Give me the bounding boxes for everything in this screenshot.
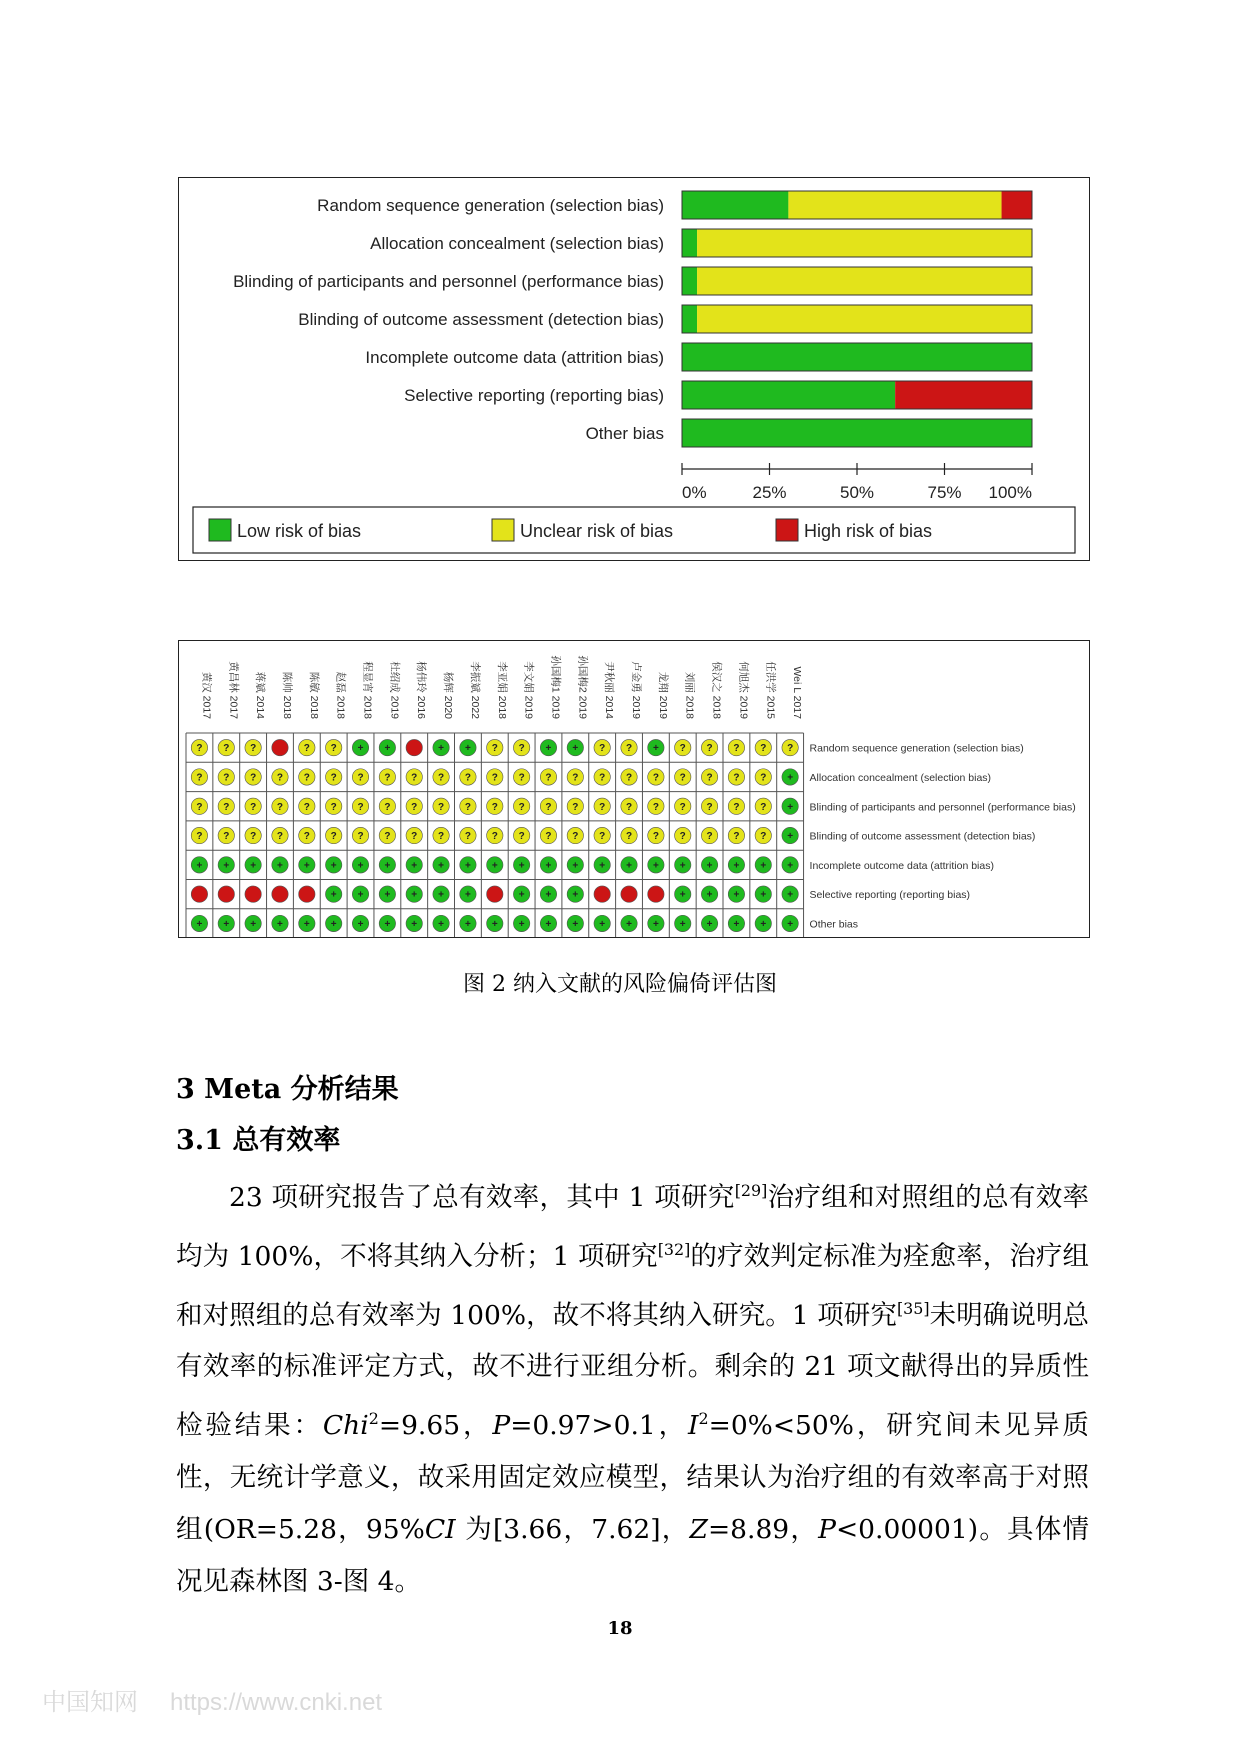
paragraph-text: 23 项研究报告了总有效率，其中 1 项研究[29]治疗组和对照组的总有效率均为 100%，不将其纳入分析；1 项研究[32]的疗效判定标准为痊愈率，治疗组和对照组的总有效率为 100%，故不将其纳入研究。1 项研究[35]未明确说明总有效率的标准评定方式，故不进行亚组分析。剩余的 21 项文献得出的异质性检验结果：Chi$^2$=9.65，P=0.97>0.1，$I^2=0\%<50\%$，研究间未见异质性，无统计学意义，故采用固定效应模型，结果认为治疗组的有效率高于对照组(OR=5.28，95%CI 为[3.66，7.62]，Z=8.89，P<0.00001)。具体情况见森林图 3-图 4。 bbox=[176, 1181, 1090, 1598]
bar-segment-low bbox=[682, 229, 697, 257]
legend-swatch bbox=[776, 519, 798, 541]
bar-segment-low bbox=[682, 267, 697, 295]
rating-symbol: + bbox=[330, 889, 337, 901]
citation-32: [32] bbox=[657, 1239, 691, 1259]
rating-symbol: + bbox=[760, 860, 767, 872]
risk-of-bias-graph-svg bbox=[179, 178, 1089, 560]
study-label: 侯汉之 2018 bbox=[710, 661, 723, 719]
rating-symbol: + bbox=[196, 860, 203, 872]
rating-symbol: + bbox=[787, 889, 794, 901]
study-label: 何旭杰 2019 bbox=[737, 661, 750, 719]
rating-symbol: + bbox=[518, 918, 525, 930]
rating-symbol: + bbox=[787, 918, 794, 930]
rating-dot bbox=[621, 886, 637, 902]
rating-symbol: ? bbox=[518, 801, 525, 813]
study-label: 孙国梅1 2019 bbox=[549, 655, 562, 719]
domain-label: Blinding of participants and personnel (performance bias) bbox=[233, 272, 664, 291]
rating-symbol: + bbox=[706, 860, 713, 872]
rating-dot bbox=[299, 886, 315, 902]
bar-segment-unclear bbox=[697, 267, 1032, 295]
rating-symbol: ? bbox=[276, 831, 284, 843]
rating-symbol: ? bbox=[411, 772, 418, 784]
rating-symbol: + bbox=[652, 860, 659, 872]
study-label: 卢金勇 2019 bbox=[630, 661, 643, 719]
rating-symbol: ? bbox=[384, 831, 391, 843]
study-label: 李亚娟 2018 bbox=[495, 661, 508, 719]
rating-symbol: + bbox=[787, 801, 794, 813]
rating-symbol: ? bbox=[464, 801, 471, 813]
rating-symbol: + bbox=[223, 918, 230, 930]
rating-symbol: ? bbox=[303, 743, 310, 755]
rating-symbol: ? bbox=[250, 801, 257, 813]
rating-symbol: ? bbox=[545, 772, 552, 784]
cnki-watermark bbox=[42, 1682, 414, 1717]
rating-symbol: ? bbox=[330, 743, 337, 755]
study-label: 陈敏 2018 bbox=[307, 671, 320, 719]
rating-symbol: ? bbox=[464, 831, 471, 843]
rating-symbol: + bbox=[465, 918, 471, 930]
subsection-title: 3.1 总有效率 bbox=[176, 1125, 341, 1156]
domain-label: Allocation concealment (selection bias) bbox=[370, 234, 664, 253]
rating-symbol: ? bbox=[652, 772, 659, 784]
rating-symbol: + bbox=[679, 889, 686, 901]
domain-label: Blinding of outcome assessment (detection bias) bbox=[298, 310, 664, 329]
rating-symbol: ? bbox=[303, 772, 310, 784]
bar-segment-high bbox=[1002, 191, 1032, 219]
citation-29: [29] bbox=[734, 1181, 768, 1200]
rating-symbol: ? bbox=[330, 831, 337, 843]
rating-symbol: + bbox=[572, 918, 579, 930]
rating-symbol: + bbox=[572, 860, 579, 872]
study-label: 陈帅 2018 bbox=[280, 671, 293, 719]
rating-symbol: + bbox=[438, 860, 444, 872]
rating-symbol: ? bbox=[599, 772, 606, 784]
rating-symbol: ? bbox=[223, 743, 230, 755]
rating-symbol: + bbox=[303, 918, 310, 930]
rating-symbol: ? bbox=[625, 743, 633, 755]
rating-symbol: + bbox=[411, 860, 418, 872]
summary-domain-label: Blinding of participants and personnel (performance bias) bbox=[809, 801, 1076, 814]
rating-symbol: ? bbox=[572, 801, 579, 813]
rating-symbol: ? bbox=[572, 772, 579, 784]
rating-symbol: ? bbox=[357, 801, 364, 813]
bar-segment-low bbox=[682, 381, 895, 409]
rating-symbol: ? bbox=[572, 831, 579, 843]
rating-symbol: + bbox=[384, 918, 391, 930]
summary-domain-label: Random sequence generation (selection bias) bbox=[809, 742, 1024, 755]
rating-symbol: + bbox=[330, 860, 337, 872]
rating-symbol: + bbox=[545, 889, 552, 901]
summary-domain-label: Other bias bbox=[809, 918, 859, 931]
rating-symbol: + bbox=[411, 918, 418, 930]
page-number: 18 bbox=[607, 1618, 633, 1639]
rating-symbol: + bbox=[599, 918, 606, 930]
rating-symbol: ? bbox=[679, 772, 686, 784]
rating-symbol: ? bbox=[491, 801, 498, 813]
rating-symbol: + bbox=[465, 860, 471, 872]
bar-segment-unclear bbox=[788, 191, 1001, 219]
rating-symbol: + bbox=[626, 860, 632, 872]
rating-symbol: + bbox=[787, 772, 794, 784]
rating-dot bbox=[245, 886, 261, 902]
rating-symbol: ? bbox=[760, 831, 767, 843]
domain-label: Random sequence generation (selection bias) bbox=[317, 196, 664, 215]
legend-label: Unclear risk of bias bbox=[520, 521, 674, 541]
rating-symbol: ? bbox=[679, 743, 686, 755]
rating-symbol: + bbox=[250, 860, 257, 872]
legend-label: High risk of bias bbox=[804, 521, 933, 541]
watermark-logo-text: 中国知网 bbox=[42, 1689, 138, 1716]
rating-symbol: + bbox=[760, 889, 767, 901]
bar-segment-low bbox=[682, 343, 1032, 371]
legend-swatch bbox=[492, 519, 514, 541]
rating-symbol: + bbox=[706, 889, 713, 901]
x-tick-label: 100% bbox=[988, 483, 1032, 502]
rating-symbol: ? bbox=[303, 801, 310, 813]
rating-symbol: ? bbox=[599, 801, 606, 813]
study-label: 黄昌林 2017 bbox=[227, 661, 240, 719]
rating-symbol: + bbox=[357, 860, 364, 872]
risk-of-bias-summary bbox=[178, 640, 1090, 938]
study-label: 黄汉 2017 bbox=[200, 671, 213, 719]
legend-swatch bbox=[209, 519, 231, 541]
study-label: 杜绍成 2019 bbox=[388, 661, 401, 719]
rating-symbol: ? bbox=[491, 772, 498, 784]
study-label: 刘丽 2018 bbox=[683, 671, 696, 719]
study-label: 李振斌 2022 bbox=[468, 661, 481, 719]
rating-symbol: ? bbox=[330, 772, 337, 784]
rating-symbol: ? bbox=[518, 772, 525, 784]
rating-symbol: + bbox=[438, 918, 444, 930]
rating-symbol: + bbox=[330, 918, 337, 930]
rating-symbol: + bbox=[518, 889, 525, 901]
watermark-url: https://www.cnki.net bbox=[170, 1689, 383, 1716]
rating-symbol: + bbox=[465, 743, 471, 755]
rating-symbol: ? bbox=[706, 801, 713, 813]
summary-domain-label: Incomplete outcome data (attrition bias) bbox=[809, 859, 994, 872]
rating-symbol: ? bbox=[411, 801, 418, 813]
rating-symbol: ? bbox=[357, 831, 364, 843]
rating-symbol: + bbox=[491, 918, 498, 930]
rating-symbol: + bbox=[787, 860, 794, 872]
rating-symbol: ? bbox=[491, 743, 498, 755]
rating-symbol: ? bbox=[384, 772, 391, 784]
rating-symbol: + bbox=[599, 860, 606, 872]
rating-symbol: ? bbox=[760, 743, 767, 755]
risk-of-bias-summary-svg bbox=[179, 641, 1089, 937]
rating-symbol: + bbox=[706, 918, 713, 930]
rating-symbol: ? bbox=[733, 743, 740, 755]
domain-label: Selective reporting (reporting bias) bbox=[404, 386, 664, 405]
bar-segment-unclear bbox=[697, 229, 1032, 257]
rating-symbol: + bbox=[545, 918, 552, 930]
rating-symbol: ? bbox=[679, 801, 686, 813]
rating-symbol: ? bbox=[276, 801, 284, 813]
rating-symbol: ? bbox=[438, 801, 445, 813]
rating-symbol: + bbox=[733, 860, 740, 872]
citation-35: [35] bbox=[896, 1298, 930, 1318]
rating-symbol: ? bbox=[652, 831, 659, 843]
rating-symbol: ? bbox=[196, 772, 203, 784]
bar-segment-unclear bbox=[697, 305, 1032, 333]
rating-symbol: ? bbox=[303, 831, 310, 843]
rating-symbol: ? bbox=[545, 831, 552, 843]
rating-symbol: + bbox=[760, 918, 767, 930]
rating-symbol: + bbox=[250, 918, 257, 930]
rating-symbol: ? bbox=[787, 743, 794, 755]
domain-label: Other bias bbox=[585, 424, 664, 443]
bar-segment-low bbox=[682, 419, 1032, 447]
rating-symbol: + bbox=[357, 918, 364, 930]
rating-symbol: ? bbox=[599, 831, 606, 843]
rating-symbol: ? bbox=[464, 772, 471, 784]
rating-symbol: ? bbox=[223, 831, 230, 843]
rating-symbol: ? bbox=[706, 743, 713, 755]
body-paragraph bbox=[176, 1165, 1089, 1608]
rating-dot bbox=[191, 886, 207, 902]
rating-dot bbox=[406, 739, 422, 755]
rating-symbol: ? bbox=[625, 831, 633, 843]
rating-symbol: ? bbox=[545, 801, 552, 813]
study-label: 李文娟 2019 bbox=[522, 661, 535, 719]
rating-symbol: + bbox=[733, 889, 740, 901]
rating-symbol: + bbox=[652, 918, 659, 930]
rating-symbol: ? bbox=[196, 743, 203, 755]
rating-symbol: + bbox=[491, 860, 498, 872]
rating-symbol: ? bbox=[250, 772, 257, 784]
rating-symbol: ? bbox=[679, 831, 686, 843]
rating-symbol: + bbox=[733, 918, 740, 930]
x-tick-label: 25% bbox=[752, 483, 787, 502]
study-label: 杨辉 2020 bbox=[442, 671, 455, 719]
rating-symbol: ? bbox=[706, 772, 713, 784]
rating-dot bbox=[272, 886, 288, 902]
rating-dot bbox=[487, 886, 503, 902]
bar-segment-low bbox=[682, 305, 697, 333]
study-label: 蒋斌 2014 bbox=[254, 671, 267, 719]
rating-symbol: ? bbox=[357, 772, 364, 784]
rating-symbol: + bbox=[679, 918, 686, 930]
rating-symbol: ? bbox=[276, 772, 284, 784]
study-label: 赵磊 2018 bbox=[334, 671, 347, 719]
study-label: 程显宵 2018 bbox=[361, 661, 374, 719]
rating-symbol: ? bbox=[733, 801, 740, 813]
rating-symbol: ? bbox=[733, 831, 740, 843]
bar-segment-low bbox=[682, 191, 788, 219]
rating-symbol: ? bbox=[250, 743, 257, 755]
rating-symbol: ? bbox=[518, 831, 525, 843]
rating-symbol: + bbox=[196, 918, 203, 930]
study-label: 龙翔 2019 bbox=[656, 671, 669, 719]
rating-symbol: + bbox=[357, 889, 364, 901]
rating-symbol: + bbox=[223, 860, 230, 872]
rating-symbol: + bbox=[384, 743, 391, 755]
rating-symbol: ? bbox=[384, 801, 391, 813]
rating-symbol: + bbox=[572, 743, 579, 755]
rating-symbol: + bbox=[679, 860, 686, 872]
rating-symbol: ? bbox=[330, 801, 337, 813]
rating-symbol: + bbox=[384, 889, 391, 901]
rating-symbol: ? bbox=[223, 801, 230, 813]
rating-symbol: ? bbox=[491, 831, 498, 843]
x-tick-label: 0% bbox=[682, 483, 707, 502]
study-label: Wei L 2017 bbox=[791, 666, 804, 719]
rating-symbol: + bbox=[626, 918, 632, 930]
summary-domain-label: Selective reporting (reporting bias) bbox=[809, 889, 971, 902]
summary-domain-label: Blinding of outcome assessment (detection bias) bbox=[809, 830, 1036, 843]
x-tick-label: 75% bbox=[927, 483, 962, 502]
rating-symbol: ? bbox=[599, 743, 606, 755]
rating-symbol: ? bbox=[625, 801, 633, 813]
study-label: 尹秋丽 2014 bbox=[603, 661, 616, 719]
rating-symbol: ? bbox=[518, 743, 525, 755]
summary-domain-label: Allocation concealment (selection bias) bbox=[809, 771, 992, 784]
rating-symbol: + bbox=[652, 743, 659, 755]
rating-symbol: + bbox=[277, 918, 283, 930]
rating-dot bbox=[594, 886, 610, 902]
study-label: 杨伟玲 2016 bbox=[415, 661, 428, 719]
rating-symbol: + bbox=[438, 889, 444, 901]
rating-symbol: ? bbox=[411, 831, 418, 843]
figure-caption: 图 2 纳入文献的风险偏倚评估图 bbox=[463, 972, 777, 997]
rating-symbol: + bbox=[787, 831, 794, 843]
rating-symbol: + bbox=[411, 889, 418, 901]
rating-symbol: ? bbox=[733, 772, 740, 784]
rating-symbol: ? bbox=[196, 801, 203, 813]
study-label: 任洪学 2015 bbox=[764, 661, 777, 719]
domain-label: Incomplete outcome data (attrition bias) bbox=[365, 348, 664, 367]
rating-symbol: + bbox=[438, 743, 444, 755]
section-title: 3 Meta 分析结果 bbox=[176, 1074, 399, 1105]
rating-symbol: + bbox=[545, 743, 552, 755]
rating-symbol: ? bbox=[223, 772, 230, 784]
rating-dot bbox=[218, 886, 234, 902]
risk-of-bias-graph bbox=[178, 177, 1090, 561]
rating-symbol: + bbox=[572, 889, 579, 901]
rating-symbol: ? bbox=[250, 831, 257, 843]
rating-symbol: ? bbox=[760, 772, 767, 784]
rating-symbol: + bbox=[384, 860, 391, 872]
rating-symbol: ? bbox=[625, 772, 633, 784]
rating-symbol: + bbox=[357, 743, 364, 755]
rating-symbol: ? bbox=[438, 772, 445, 784]
rating-symbol: + bbox=[518, 860, 525, 872]
rating-dot bbox=[648, 886, 664, 902]
rating-symbol: ? bbox=[760, 801, 767, 813]
rating-symbol: + bbox=[277, 860, 283, 872]
study-label: 孙国梅2 2019 bbox=[576, 655, 589, 719]
rating-symbol: ? bbox=[438, 831, 445, 843]
rating-symbol: ? bbox=[196, 831, 203, 843]
rating-dot bbox=[272, 739, 288, 755]
rating-symbol: + bbox=[545, 860, 552, 872]
rating-symbol: + bbox=[303, 860, 310, 872]
bar-segment-high bbox=[895, 381, 1032, 409]
legend-label: Low risk of bias bbox=[237, 521, 362, 541]
x-tick-label: 50% bbox=[839, 483, 875, 502]
rating-symbol: ? bbox=[706, 831, 713, 843]
rating-symbol: + bbox=[465, 889, 471, 901]
rating-symbol: ? bbox=[652, 801, 659, 813]
